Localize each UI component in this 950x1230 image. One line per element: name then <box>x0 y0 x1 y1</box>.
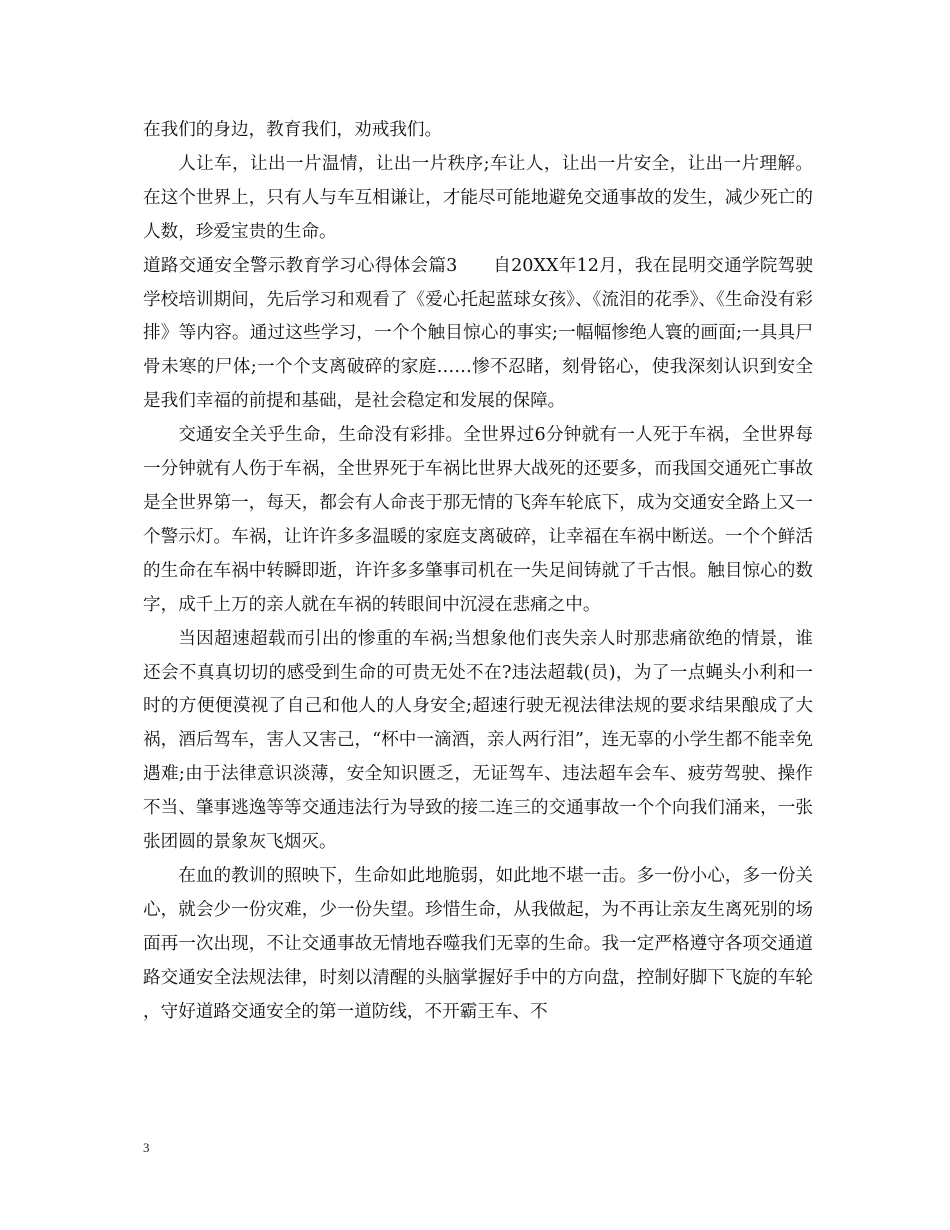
paragraph-5: 当因超速超载而引出的惨重的车祸;当想象他们丧失亲人时那悲痛欲绝的情景，谁还会不真真切切的感受到生命的可贵无处不在?违法超载(员)，为了一点蝇头小利和一时的方便便漠视了自己和他人的人身安全;超速行驶无视法律法规的要求结果酿成了大祸，酒后驾车，害人又害己，“杯中一滴酒，亲人两行泪”，连无辜的小学生都不能幸免遇难;由于法律意识淡薄，安全知识匮乏，无证驾车、违法超车会车、疲劳驾驶、操作不当、肇事逃逸等等交通违法行为导致的接二连三的交通事故一个个向我们涌来，一张张团圆的景象灰飞烟灭。 <box>143 628 813 853</box>
paragraph-2: 人让车，让出一片温情，让出一片秩序;车让人，让出一片安全，让出一片理解。在这个世界上，只有人与车互相谦让，才能尽可能地避免交通事故的发生，减少死亡的人数，珍爱宝贵的生命。 <box>143 153 813 242</box>
paragraph-6: 在血的教训的照映下，生命如此地脆弱，如此地不堪一击。多一份小心，多一份关心，就会少一份灾难，少一份失望。珍惜生命，从我做起，为不再让亲友生离死别的场面再一次出现，不让交通事故无情地吞噬我们无辜的生命。我一定严格遵守各项交通道路交通安全法规法律，时刻以清醒的头脑掌握好手中的方向盘，控制好脚下飞旋的车轮，守好道路交通安全的第一道防线，不开霸王车、不 <box>143 865 813 1022</box>
document-body <box>143 114 813 1029</box>
paragraph-1: 在我们的身边，教育我们，劝戒我们。 <box>143 120 443 140</box>
paragraph-4: 交通安全关乎生命，生命没有彩排。全世界过6分钟就有一人死于车祸，全世界每一分钟就有人伤于车祸，全世界死于车祸比世界大战死的还要多，而我国交通死亡事故是全世界第一，每天，都会有人命丧于那无情的飞奔车轮底下，成为交通安全路上又一个警示灯。车祸，让许许多多温暖的家庭支离破碎，让幸福在车祸中断送。一个个鲜活的生命在车祸中转瞬即逝，许许多多肇事司机在一失足间铸就了千古恨。触目惊心的数字，成千上万的亲人就在车祸的转眼间中沉浸在悲痛之中。 <box>143 425 813 615</box>
page-number: 3 <box>143 1140 150 1155</box>
paragraph-3: 道路交通安全警示教育学习心得体会篇3 自20XX年12月，我在昆明交通学院驾驶学校培训期间，先后学习和观看了《爱心托起蓝球女孩》、《流泪的花季》、《生命没有彩排》等内容。通过这些学习，一个个触目惊心的事实;一幅幅惨绝人寰的画面;一具具尸骨未寒的尸体;一个个支离破碎的家庭……惨不忍睹，刻骨铭心，使我深刻认识到安全是我们幸福的前提和基础，是社会稳定和发展的保障。 <box>143 255 813 412</box>
